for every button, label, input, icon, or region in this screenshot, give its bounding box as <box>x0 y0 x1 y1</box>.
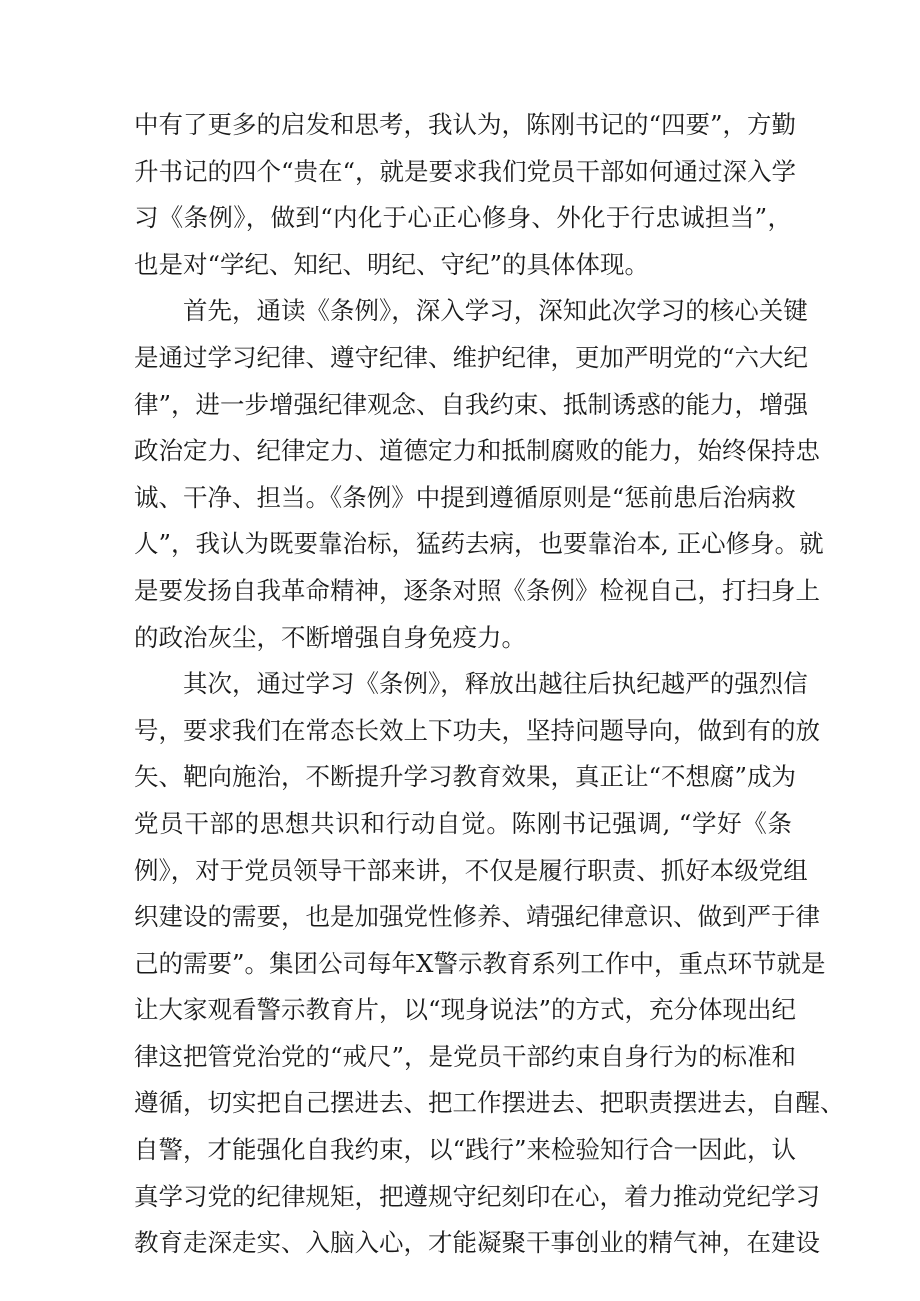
text-line: 律”，进一步增强纪律观念、自我约束、抵制诱惑的能力，增强 <box>134 389 809 419</box>
text-line: 是通过学习纪律、遵守纪律、维护纪律，更加严明党的“六大纪 <box>134 342 809 372</box>
text-line: 织建设的需要，也是加强党性修养、靖强纪律意识、做到严于律 <box>134 902 820 932</box>
text-line: 政治定力、纪律定力、道德定力和抵制腐败的能力，始终保持忠 <box>134 436 820 466</box>
text-line: 中有了更多的启发和思考，我认为，陈刚书记的“四要”，方勤 <box>134 110 797 139</box>
paragraph-3 <box>134 661 845 1267</box>
text-line: 矢、靶向施治，不断提升学习教育效果，真正让“不想腐”成为 <box>134 762 797 792</box>
text-line: 升书记的四个“贵在“，就是要求我们党员干部如何通过深入学 <box>134 156 797 186</box>
text-line: 首先，通读《条例》，深入学习，深知此次学习的核心关键 <box>183 296 808 326</box>
text-line: 己的需要”。集团公司每年X警示教育系列工作中，重点环节就是 <box>134 948 826 978</box>
text-line: 自警，才能强化自我约束，以“践行”来检验知行合一因此，认 <box>134 1135 797 1165</box>
text-line: 例》，对于党员领导干部来讲，不仅是履行职责、抓好本级党组 <box>134 855 808 885</box>
text-line: 遵循，切实把自己摆进去、把工作摆进去、把职责摆进去，自醒、 <box>134 1088 845 1118</box>
text-line: 号，要求我们在常态长效上下功夫，坚持问题导向，做到有的放 <box>134 715 820 745</box>
text-line: 是要发扬自我革命精神，逐条对照《条例》检视自己，打扫身上 <box>134 575 820 605</box>
text-line: 习《条例》，做到“内化于心正心修身、外化于行忠诚担当”， <box>134 203 792 233</box>
text-line: 让大家观看警示教育片，以“现身说法”的方式，充分体现出纪 <box>134 995 797 1025</box>
text-line: 律这把管党治党的“戒尺”，是党员干部约束自身行为的标准和 <box>134 1041 797 1071</box>
text-line: 其次，通过学习《条例》，释放出越往后执纪越严的强烈信 <box>183 669 808 699</box>
paragraph-1 <box>134 102 797 288</box>
text-line: 教育走深走实、入脑入心，才能凝聚干事创业的精气神，在建设 <box>134 1228 820 1258</box>
text-line: 诚、干净、担当。《条例》中提到遵循原则是“惩前患后治病救 <box>134 482 796 512</box>
text-line: 党员干部的思想共识和行动自觉。陈刚书记强调, “学好《条 <box>134 808 792 838</box>
text-line: 也是对“学纪、知纪、明纪、守纪”的具体体现。 <box>134 249 650 279</box>
paragraph-2 <box>134 288 824 661</box>
text-line: 人”，我认为既要靠治标，猛药去病，也要靠治本, 正心修身。就 <box>134 529 824 559</box>
text-line: 的政治灰尘，不断增强自身免疫力。 <box>134 622 526 652</box>
text-line: 真学习党的纪律规矩，把遵规守纪刻印在心，着力推动党纪学习 <box>134 1181 820 1211</box>
document-body <box>134 102 845 1267</box>
